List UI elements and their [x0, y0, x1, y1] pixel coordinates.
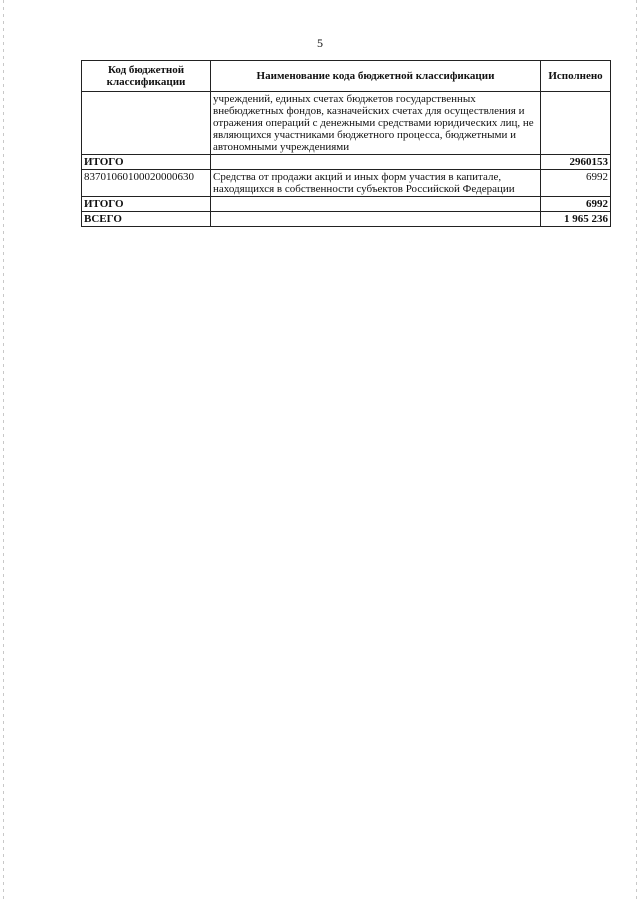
table-row-grand-total: [82, 212, 611, 227]
row-name: [211, 197, 541, 212]
page-number: 5: [317, 36, 323, 50]
header-code: Код бюджетной классификации: [82, 61, 211, 92]
table-header-row: [82, 61, 611, 92]
table-row: [82, 170, 611, 197]
row-executed: 6992: [541, 197, 611, 212]
header-name: Наименование кода бюджетной классификации: [211, 61, 541, 92]
row-executed: 2960153: [541, 155, 611, 170]
row-code: ИТОГО: [82, 155, 211, 170]
table-row-total: [82, 155, 611, 170]
table-row-total: [82, 197, 611, 212]
scan-edge-left: [3, 0, 4, 899]
budget-execution-table: [81, 60, 611, 227]
row-name: Средства от продажи акций и иных форм участия в капитале, находящихся в собственности субъектов Российской Федерации: [211, 170, 541, 197]
row-code: 83701060100020000630: [82, 170, 211, 197]
row-executed: [541, 92, 611, 155]
row-name: учреждений, единых счетах бюджетов государственных внебюджетных фондов, казначейских счетах для осуществления и отражения операций с денежными средствами юридических лиц, не являющихся участниками бюджетного процесса, бюджетными и автономными учреждениями: [211, 92, 541, 155]
row-code: ВСЕГО: [82, 212, 211, 227]
row-code: ИТОГО: [82, 197, 211, 212]
scan-edge-right: [636, 0, 637, 899]
table-row: [82, 92, 611, 155]
header-executed: Исполнено: [541, 61, 611, 92]
row-executed: 6992: [541, 170, 611, 197]
row-code: [82, 92, 211, 155]
row-name: [211, 212, 541, 227]
row-name: [211, 155, 541, 170]
row-executed: 1 965 236: [541, 212, 611, 227]
